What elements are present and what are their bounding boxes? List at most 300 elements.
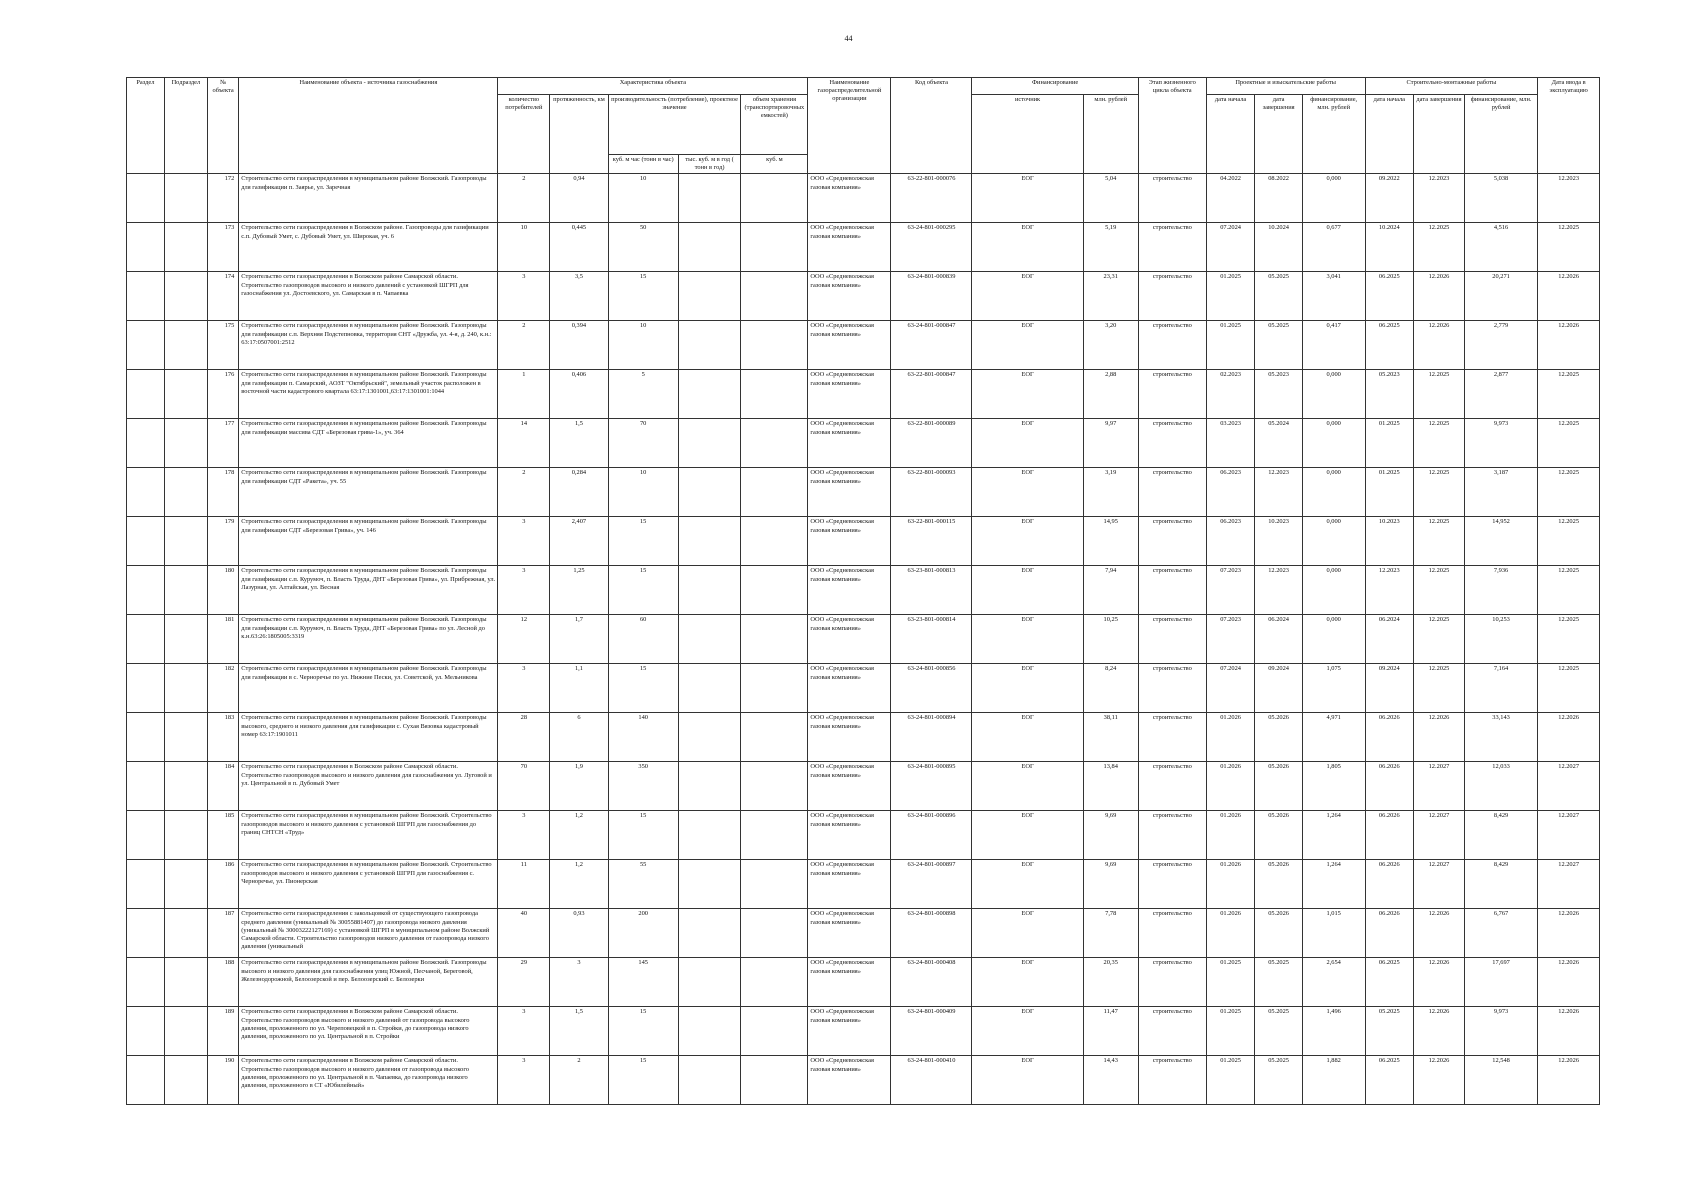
cell-fin-mln: 11,47: [1083, 1007, 1138, 1056]
cell-organization: ООО «Средневолжская газовая компания»: [808, 713, 891, 762]
cell-commissioning-date: 12.2026: [1538, 321, 1600, 370]
cell-construction-end: 12.2025: [1414, 419, 1465, 468]
cell-design-start: 01.2026: [1206, 860, 1255, 909]
col-unit-hour: куб. м час (тонн в час): [608, 155, 678, 174]
cell-object-number: 180: [207, 566, 238, 615]
cell-design-end: 05.2025: [1255, 958, 1303, 1007]
cell-object-name: [239, 664, 498, 713]
object-name-text: Строительство сети газораспределения в Волжском районе Самарской области. Строительство газопроводов высокого и низкого давления для газоснабжения ул. Луговой и ул. Центральной в п. Дубовый Умет: [241, 763, 492, 787]
cell-construction-start: 06.2025: [1365, 1056, 1414, 1105]
cell-design-end: 06.2024: [1255, 615, 1303, 664]
cell-podrazdel: [164, 321, 207, 370]
object-name-text: Строительство сети газораспределения в Волжском районе. Газопроводы для газификации с.п. Дубовый Умет, с. Дубовый Умет, ул. Широкая, уч. 6: [241, 224, 489, 240]
table-row: [127, 566, 1600, 615]
cell-object-number: 175: [207, 321, 238, 370]
cell-object-number: 176: [207, 370, 238, 419]
cell-organization: ООО «Средневолжская газовая компания»: [808, 762, 891, 811]
cell-length: 3,5: [550, 272, 608, 321]
cell-construction-start: 06.2026: [1365, 909, 1414, 958]
cell-object-code: 63-22-801-000115: [891, 517, 972, 566]
object-name-text: Строительство сети газораспределения в муниципальном районе Волжский. Газопроводы для газификации СДТ «Ракета», уч. 55: [241, 469, 487, 485]
col-lifecycle-stage: Этап жизненного цикла объекта: [1138, 78, 1206, 174]
object-name-text: Строительство сети газораспределения в Волжском районе Самарской области. Строительство газопроводов высокого и низкого давления от газопровода высокого давления, проложенного по ул. Центральной в п. Чапаевка, до газопровода низкого давления, проложенного в СТ «Юбилейный»: [241, 1057, 469, 1089]
table-row: [127, 419, 1600, 468]
cell-object-number: 178: [207, 468, 238, 517]
cell-object-name: [239, 1056, 498, 1105]
cell-commissioning-date: 12.2026: [1538, 272, 1600, 321]
cell-storage: [741, 419, 808, 468]
cell-fin-source: ЕОГ: [972, 1007, 1083, 1056]
cell-construction-start: 12.2023: [1365, 566, 1414, 615]
cell-design-end: 10.2024: [1255, 223, 1303, 272]
object-name-text: Строительство сети газораспределения в муниципальном районе Волжский. Газопроводы высокого и низкого давления для газоснабжения улиц Южной, Песчаной, Береговой, Железнодорожной, Белоозерской и пер. Белоозерский с. Белозерки: [241, 959, 487, 983]
table-row: [127, 1056, 1600, 1105]
table-row: [127, 762, 1600, 811]
table-row: [127, 517, 1600, 566]
table-row: [127, 713, 1600, 762]
col-fin-mln: млн. рублей: [1083, 95, 1138, 174]
object-name-text: Строительство сети газораспределения в муниципальном районе Волжский. Строительство газопроводов высокого и низкого давления с установкой ШГРП для газоснабжения до границ СНТСН «Труд»: [241, 812, 492, 836]
cell-podrazdel: [164, 174, 207, 223]
cell-fin-source: ЕОГ: [972, 811, 1083, 860]
cell-productivity-year: [678, 223, 741, 272]
cell-construction-financing: 17,697: [1464, 958, 1537, 1007]
cell-storage: [741, 321, 808, 370]
object-name-text: Строительство сети газораспределения в муниципальном районе Волжский. Газопроводы для газификации с.п. Верхняя Подстепновка, территория СНТ «Дружба, ул. 4-я, д. 240, к.н.: 63:17:0507001:2512: [241, 322, 492, 346]
cell-organization: ООО «Средневолжская газовая компания»: [808, 517, 891, 566]
cell-construction-financing: 2,877: [1464, 370, 1537, 419]
cell-construction-start: 06.2025: [1365, 272, 1414, 321]
cell-design-start: 07.2023: [1206, 615, 1255, 664]
cell-storage: [741, 713, 808, 762]
cell-productivity-hour: 10: [608, 468, 678, 517]
cell-design-start: 03.2023: [1206, 419, 1255, 468]
table-row: [127, 664, 1600, 713]
cell-length: 2: [550, 1056, 608, 1105]
cell-organization: ООО «Средневолжская газовая компания»: [808, 909, 891, 958]
col-unit-year: тыс. куб. м в год ( тонн в год): [678, 155, 741, 174]
cell-construction-end: 12.2025: [1414, 664, 1465, 713]
cell-object-name: [239, 272, 498, 321]
cell-object-name: [239, 713, 498, 762]
cell-fin-mln: 13,84: [1083, 762, 1138, 811]
cell-object-code: 63-24-801-000898: [891, 909, 972, 958]
cell-fin-source: ЕОГ: [972, 370, 1083, 419]
cell-construction-end: 12.2025: [1414, 566, 1465, 615]
cell-commissioning-date: 12.2026: [1538, 1007, 1600, 1056]
cell-podrazdel: [164, 566, 207, 615]
cell-podrazdel: [164, 370, 207, 419]
cell-object-code: 63-24-801-000410: [891, 1056, 972, 1105]
cell-object-code: 63-23-801-000814: [891, 615, 972, 664]
cell-productivity-year: [678, 174, 741, 223]
cell-commissioning-date: 12.2025: [1538, 664, 1600, 713]
cell-construction-end: 12.2025: [1414, 223, 1465, 272]
cell-lifecycle-stage: строительство: [1138, 811, 1206, 860]
object-name-text: Строительство сети газораспределения в муниципальном районе Волжский. Газопроводы для газификации в с. Черноречье по ул. Нижние Пески, ул. Советской, ул. Мельникова: [241, 665, 487, 681]
object-name-text: Строительство сети газораспределения в муниципальном районе Волжский. Газопроводы для газификации с.п. Курумоч, п. Власть Труда, ДНТ «Березовая Грива» по ул. Лесной до к.н.63:26:1805005:3319: [241, 616, 487, 640]
cell-fin-source: ЕОГ: [972, 615, 1083, 664]
table-row: [127, 1007, 1600, 1056]
cell-design-financing: 1,805: [1302, 762, 1365, 811]
cell-fin-mln: 10,25: [1083, 615, 1138, 664]
col-design-start: дата начала: [1206, 95, 1255, 174]
cell-construction-financing: 6,767: [1464, 909, 1537, 958]
cell-design-financing: 0,000: [1302, 517, 1365, 566]
cell-storage: [741, 762, 808, 811]
cell-object-code: 63-24-801-000847: [891, 321, 972, 370]
cell-productivity-year: [678, 566, 741, 615]
cell-fin-source: ЕОГ: [972, 517, 1083, 566]
object-name-text: Строительство сети газораспределения в муниципальном районе Волжский. Газопроводы высокого, среднего и низкого давления для газификации с. Сухая Вязовка кадастровый номер 63:17:1901011: [241, 714, 487, 738]
cell-length: 0,284: [550, 468, 608, 517]
cell-razdel: [127, 860, 165, 909]
cell-construction-start: 05.2023: [1365, 370, 1414, 419]
cell-fin-mln: 3,19: [1083, 468, 1138, 517]
cell-object-code: 63-24-801-000839: [891, 272, 972, 321]
table-row: [127, 860, 1600, 909]
cell-object-code: 63-24-801-000856: [891, 664, 972, 713]
cell-length: 2,407: [550, 517, 608, 566]
cell-object-number: 173: [207, 223, 238, 272]
cell-fin-mln: 9,69: [1083, 811, 1138, 860]
cell-organization: ООО «Средневолжская газовая компания»: [808, 566, 891, 615]
cell-object-number: 188: [207, 958, 238, 1007]
cell-consumers: 28: [498, 713, 550, 762]
cell-commissioning-date: 12.2025: [1538, 370, 1600, 419]
cell-lifecycle-stage: строительство: [1138, 762, 1206, 811]
cell-length: 0,445: [550, 223, 608, 272]
cell-productivity-hour: 15: [608, 1056, 678, 1105]
cell-consumers: 3: [498, 517, 550, 566]
cell-construction-start: 01.2025: [1365, 419, 1414, 468]
cell-productivity-hour: 15: [608, 664, 678, 713]
cell-construction-start: 06.2025: [1365, 321, 1414, 370]
cell-object-name: [239, 1007, 498, 1056]
cell-object-code: 63-22-801-000847: [891, 370, 972, 419]
cell-lifecycle-stage: строительство: [1138, 419, 1206, 468]
cell-razdel: [127, 762, 165, 811]
cell-fin-source: ЕОГ: [972, 762, 1083, 811]
cell-object-code: 63-24-801-000894: [891, 713, 972, 762]
cell-razdel: [127, 468, 165, 517]
cell-construction-financing: 9,973: [1464, 419, 1537, 468]
table-row: [127, 321, 1600, 370]
cell-object-number: 187: [207, 909, 238, 958]
cell-object-number: 189: [207, 1007, 238, 1056]
cell-organization: ООО «Средневолжская газовая компания»: [808, 958, 891, 1007]
cell-fin-source: ЕОГ: [972, 1056, 1083, 1105]
cell-productivity-year: [678, 664, 741, 713]
cell-design-financing: 1,882: [1302, 1056, 1365, 1105]
object-name-text: Строительство сети газораспределения в Волжском районе Самарской области. Строительство газопроводов высокого и низкого давлений с установкой ШГРП для газоснабжения ул. Достоевского, ул. Самарская в п. Чапаевка: [241, 273, 469, 297]
cell-lifecycle-stage: строительство: [1138, 468, 1206, 517]
cell-razdel: [127, 811, 165, 860]
cell-object-name: [239, 517, 498, 566]
cell-construction-financing: 20,271: [1464, 272, 1537, 321]
cell-commissioning-date: 12.2025: [1538, 468, 1600, 517]
cell-object-name: [239, 370, 498, 419]
cell-design-start: 02.2023: [1206, 370, 1255, 419]
cell-object-name: [239, 909, 498, 958]
cell-podrazdel: [164, 1056, 207, 1105]
cell-fin-mln: 5,04: [1083, 174, 1138, 223]
cell-design-start: 01.2026: [1206, 713, 1255, 762]
cell-lifecycle-stage: строительство: [1138, 1056, 1206, 1105]
cell-organization: ООО «Средневолжская газовая компания»: [808, 223, 891, 272]
cell-construction-financing: 12,033: [1464, 762, 1537, 811]
cell-design-end: 05.2026: [1255, 909, 1303, 958]
cell-object-code: 63-22-801-000093: [891, 468, 972, 517]
cell-lifecycle-stage: строительство: [1138, 272, 1206, 321]
cell-commissioning-date: 12.2025: [1538, 566, 1600, 615]
cell-object-number: 186: [207, 860, 238, 909]
cell-object-code: 63-24-801-000895: [891, 762, 972, 811]
cell-podrazdel: [164, 517, 207, 566]
cell-productivity-year: [678, 860, 741, 909]
col-fin-source: источник: [972, 95, 1083, 174]
cell-design-financing: 0,000: [1302, 615, 1365, 664]
cell-construction-financing: 8,429: [1464, 811, 1537, 860]
cell-construction-start: 06.2024: [1365, 615, 1414, 664]
object-name-text: Строительство сети газораспределения в муниципальном районе Волжский. Газопроводы для газификации п. Самарский, АОЗТ "Октябрьский", земельный участок расположен в восточной части кадастрового квартала 63:17:1301001,63:17:1301001:1044: [241, 371, 487, 395]
cell-organization: ООО «Средневолжская газовая компания»: [808, 615, 891, 664]
cell-design-financing: 0,417: [1302, 321, 1365, 370]
cell-construction-financing: 12,548: [1464, 1056, 1537, 1105]
cell-design-financing: 4,971: [1302, 713, 1365, 762]
cell-design-end: 12.2023: [1255, 468, 1303, 517]
cell-consumers: 3: [498, 664, 550, 713]
cell-consumers: 11: [498, 860, 550, 909]
cell-fin-source: ЕОГ: [972, 419, 1083, 468]
cell-productivity-year: [678, 517, 741, 566]
cell-razdel: [127, 419, 165, 468]
cell-construction-start: 06.2026: [1365, 811, 1414, 860]
cell-design-start: 01.2025: [1206, 1056, 1255, 1105]
cell-consumers: 10: [498, 223, 550, 272]
cell-object-code: 63-24-801-000897: [891, 860, 972, 909]
cell-object-number: 183: [207, 713, 238, 762]
cell-design-financing: 0,000: [1302, 174, 1365, 223]
cell-organization: ООО «Средневолжская газовая компания»: [808, 370, 891, 419]
cell-construction-financing: 33,143: [1464, 713, 1537, 762]
cell-construction-end: 12.2027: [1414, 811, 1465, 860]
cell-fin-source: ЕОГ: [972, 909, 1083, 958]
page-number: 44: [844, 34, 853, 43]
cell-construction-end: 12.2025: [1414, 615, 1465, 664]
cell-length: 1,9: [550, 762, 608, 811]
cell-construction-end: 12.2026: [1414, 958, 1465, 1007]
cell-construction-financing: 9,973: [1464, 1007, 1537, 1056]
cell-object-number: 184: [207, 762, 238, 811]
cell-storage: [741, 860, 808, 909]
cell-design-financing: 1,264: [1302, 860, 1365, 909]
cell-object-name: [239, 566, 498, 615]
cell-podrazdel: [164, 811, 207, 860]
col-length: протяженность, км: [550, 95, 608, 174]
col-object-name: Наименование объекта - источника газоснабжения: [239, 78, 498, 174]
object-name-text: Строительство сети газораспределения в муниципальном районе Волжский. Газопроводы для газификации массива СДТ «Березовая грива-1», уч. 364: [241, 420, 487, 436]
cell-object-number: 190: [207, 1056, 238, 1105]
cell-construction-end: 12.2026: [1414, 713, 1465, 762]
col-commissioning-date: Дата ввода в эксплуатацию: [1538, 78, 1600, 174]
cell-construction-end: 12.2026: [1414, 909, 1465, 958]
cell-productivity-hour: 140: [608, 713, 678, 762]
cell-razdel: [127, 664, 165, 713]
cell-object-name: [239, 762, 498, 811]
cell-design-start: 01.2025: [1206, 1007, 1255, 1056]
cell-construction-start: 06.2026: [1365, 860, 1414, 909]
object-name-text: Строительство сети газораспределения в муниципальном районе Волжский. Газопроводы для газификации п. Заярье, ул. Заречная: [241, 175, 487, 191]
cell-design-financing: 0,000: [1302, 566, 1365, 615]
cell-storage: [741, 468, 808, 517]
cell-storage: [741, 566, 808, 615]
cell-fin-source: ЕОГ: [972, 468, 1083, 517]
cell-construction-financing: 14,952: [1464, 517, 1537, 566]
cell-design-start: 06.2023: [1206, 517, 1255, 566]
cell-consumers: 40: [498, 909, 550, 958]
cell-design-start: 07.2024: [1206, 223, 1255, 272]
cell-object-number: 185: [207, 811, 238, 860]
cell-lifecycle-stage: строительство: [1138, 958, 1206, 1007]
cell-productivity-hour: 200: [608, 909, 678, 958]
object-name-text: Строительство сети газораспределения в муниципальном районе Волжский. Газопроводы для газификации СДТ «Березовая Грива», уч. 146: [241, 518, 487, 534]
cell-productivity-year: [678, 811, 741, 860]
col-characteristics: Характеристика объекта: [498, 78, 808, 95]
col-productivity: производительность (потребление), проектное значение: [608, 95, 741, 155]
cell-razdel: [127, 909, 165, 958]
cell-fin-source: ЕОГ: [972, 174, 1083, 223]
cell-design-financing: 0,000: [1302, 419, 1365, 468]
cell-construction-start: 10.2023: [1365, 517, 1414, 566]
cell-razdel: [127, 1007, 165, 1056]
cell-organization: ООО «Средневолжская газовая компания»: [808, 174, 891, 223]
cell-construction-financing: 8,429: [1464, 860, 1537, 909]
cell-podrazdel: [164, 1007, 207, 1056]
cell-fin-source: ЕОГ: [972, 958, 1083, 1007]
col-organization: Наименование газораспределительной организации: [808, 78, 891, 174]
cell-object-code: 63-24-801-000408: [891, 958, 972, 1007]
cell-lifecycle-stage: строительство: [1138, 615, 1206, 664]
cell-podrazdel: [164, 468, 207, 517]
cell-construction-financing: 2,779: [1464, 321, 1537, 370]
table-body: [127, 174, 1600, 1105]
cell-podrazdel: [164, 909, 207, 958]
cell-object-code: 63-22-801-000089: [891, 419, 972, 468]
cell-razdel: [127, 370, 165, 419]
cell-productivity-year: [678, 272, 741, 321]
cell-storage: [741, 615, 808, 664]
cell-commissioning-date: 12.2025: [1538, 223, 1600, 272]
cell-design-financing: 0,677: [1302, 223, 1365, 272]
cell-construction-financing: 7,164: [1464, 664, 1537, 713]
cell-design-start: 01.2025: [1206, 272, 1255, 321]
cell-podrazdel: [164, 664, 207, 713]
object-name-text: Строительство сети газораспределения в муниципальном районе Волжский. Строительство газопроводов высокого и низкого давления с установкой ШГРП для газоснабжения с. Черноречье, ул. Пионерская: [241, 861, 492, 885]
cell-consumers: 2: [498, 174, 550, 223]
cell-object-code: 63-24-801-000295: [891, 223, 972, 272]
cell-storage: [741, 958, 808, 1007]
cell-consumers: 3: [498, 1056, 550, 1105]
cell-organization: ООО «Средневолжская газовая компания»: [808, 419, 891, 468]
cell-podrazdel: [164, 860, 207, 909]
gas-objects-table: [126, 77, 1600, 1105]
col-construction-end: дата завершения: [1414, 95, 1465, 174]
cell-construction-end: 12.2026: [1414, 321, 1465, 370]
table-row: [127, 223, 1600, 272]
cell-fin-mln: 2,88: [1083, 370, 1138, 419]
cell-design-financing: 1,015: [1302, 909, 1365, 958]
cell-productivity-hour: 15: [608, 566, 678, 615]
cell-length: 1,2: [550, 811, 608, 860]
cell-object-number: 177: [207, 419, 238, 468]
cell-consumers: 1: [498, 370, 550, 419]
cell-podrazdel: [164, 419, 207, 468]
cell-consumers: 2: [498, 468, 550, 517]
cell-lifecycle-stage: строительство: [1138, 223, 1206, 272]
cell-productivity-year: [678, 713, 741, 762]
cell-podrazdel: [164, 958, 207, 1007]
cell-razdel: [127, 272, 165, 321]
cell-productivity-hour: 55: [608, 860, 678, 909]
cell-construction-start: 06.2026: [1365, 713, 1414, 762]
cell-design-end: 05.2023: [1255, 370, 1303, 419]
cell-construction-start: 06.2026: [1365, 762, 1414, 811]
cell-consumers: 12: [498, 615, 550, 664]
cell-object-name: [239, 811, 498, 860]
table-header: [127, 78, 1600, 174]
cell-object-number: 172: [207, 174, 238, 223]
cell-design-financing: 0,000: [1302, 468, 1365, 517]
cell-consumers: 3: [498, 811, 550, 860]
cell-object-number: 182: [207, 664, 238, 713]
cell-fin-mln: 20,35: [1083, 958, 1138, 1007]
cell-storage: [741, 664, 808, 713]
cell-design-start: 07.2024: [1206, 664, 1255, 713]
cell-design-end: 05.2026: [1255, 811, 1303, 860]
cell-razdel: [127, 321, 165, 370]
cell-storage: [741, 909, 808, 958]
col-unit-storage: куб. м: [741, 155, 808, 174]
cell-design-start: 01.2026: [1206, 762, 1255, 811]
cell-fin-mln: 23,31: [1083, 272, 1138, 321]
cell-construction-financing: 10,253: [1464, 615, 1537, 664]
cell-object-name: [239, 419, 498, 468]
cell-object-number: 179: [207, 517, 238, 566]
cell-object-name: [239, 321, 498, 370]
table-row: [127, 909, 1600, 958]
cell-design-financing: 1,496: [1302, 1007, 1365, 1056]
col-object-code: Код объекта: [891, 78, 972, 174]
cell-productivity-year: [678, 419, 741, 468]
cell-lifecycle-stage: строительство: [1138, 321, 1206, 370]
cell-construction-start: 09.2022: [1365, 174, 1414, 223]
cell-design-start: 01.2026: [1206, 811, 1255, 860]
cell-construction-end: 12.2023: [1414, 174, 1465, 223]
cell-design-start: 01.2025: [1206, 321, 1255, 370]
cell-organization: ООО «Средневолжская газовая компания»: [808, 811, 891, 860]
col-podrazdel: Подраздел: [164, 78, 207, 174]
cell-storage: [741, 223, 808, 272]
cell-productivity-hour: 50: [608, 223, 678, 272]
col-razdel: Раздел: [127, 78, 165, 174]
cell-design-end: 05.2025: [1255, 321, 1303, 370]
cell-design-financing: 2,654: [1302, 958, 1365, 1007]
cell-design-end: 05.2025: [1255, 1056, 1303, 1105]
cell-fin-mln: 3,20: [1083, 321, 1138, 370]
cell-productivity-hour: 10: [608, 174, 678, 223]
cell-podrazdel: [164, 223, 207, 272]
